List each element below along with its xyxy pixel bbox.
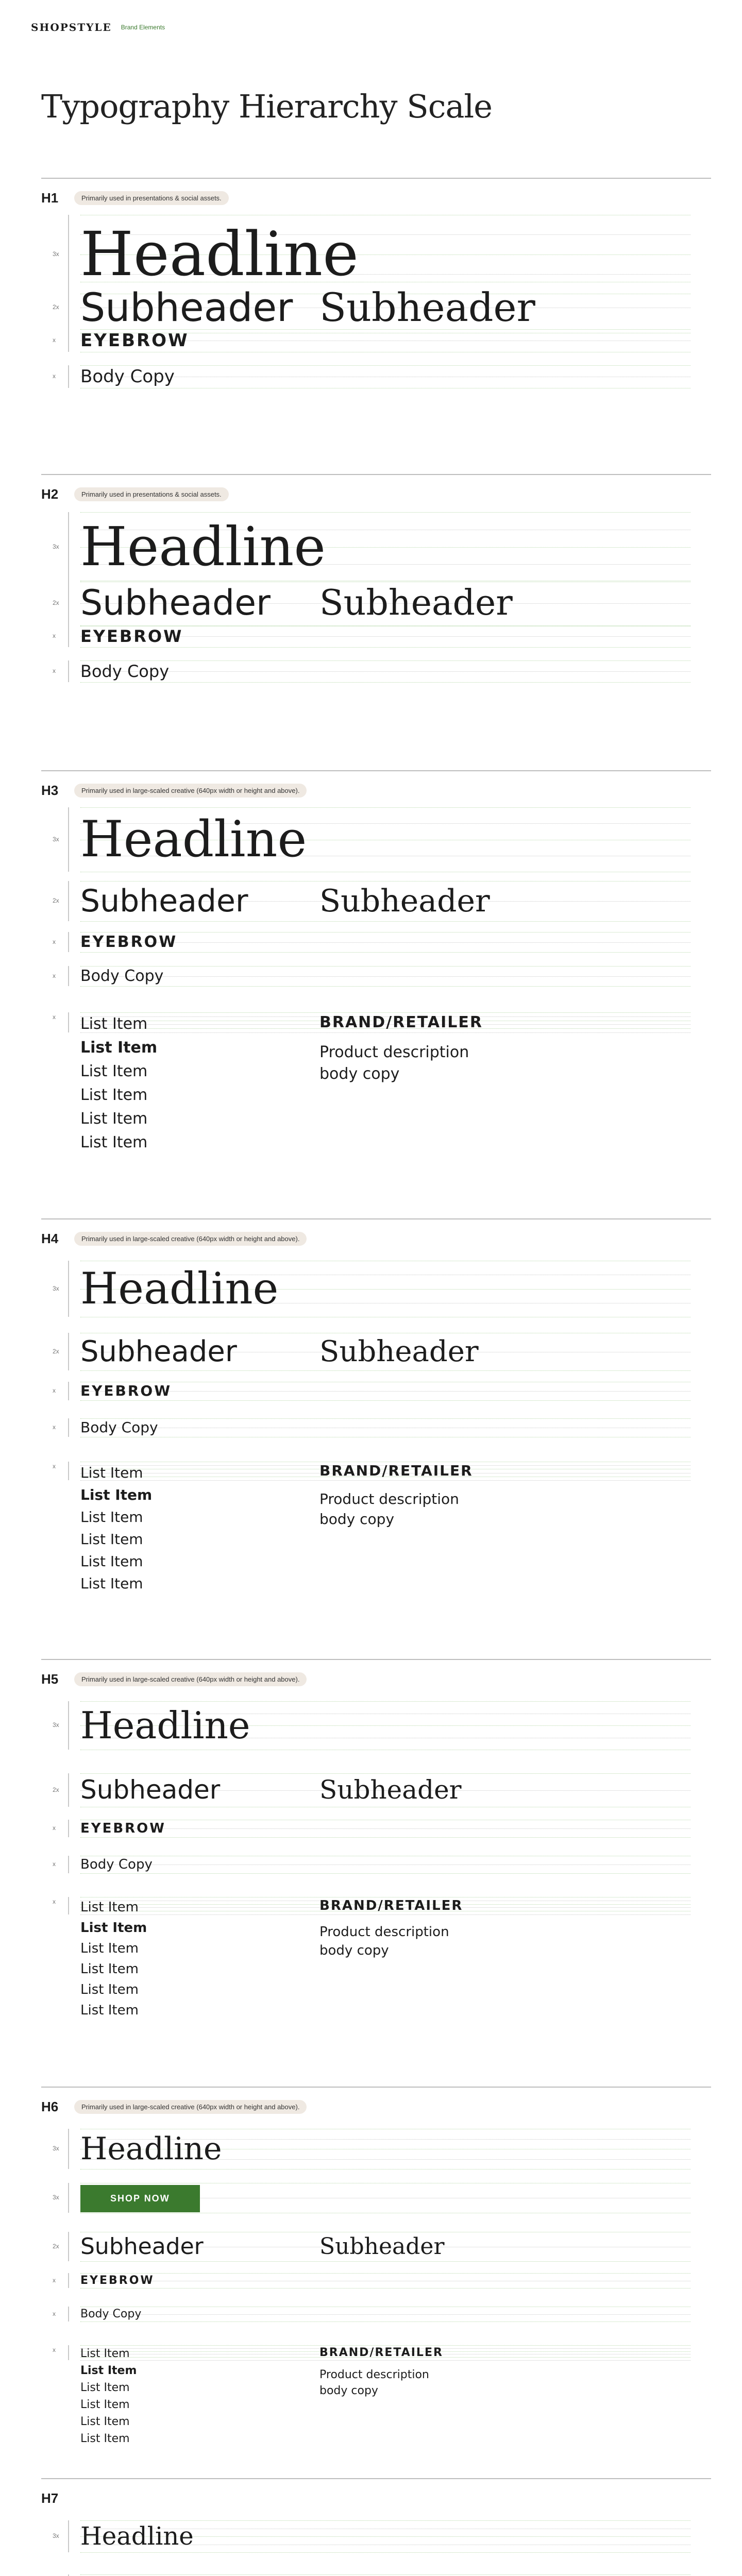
list-item: List Item bbox=[80, 2003, 139, 2018]
list-items bbox=[80, 1462, 152, 1595]
headline-sample: Headline bbox=[80, 810, 307, 868]
row-list bbox=[41, 1012, 690, 1154]
list-item: List Item bbox=[80, 1464, 143, 1481]
list-item: List Item bbox=[80, 1575, 143, 1592]
product-card-sample bbox=[319, 1462, 473, 1529]
guide-line bbox=[80, 647, 690, 648]
row-eyebrow bbox=[41, 932, 690, 952]
section-header bbox=[41, 1671, 307, 1687]
list-item: List Item bbox=[80, 2347, 130, 2360]
list-item: List Item bbox=[80, 1486, 153, 1503]
size-multiplier: x bbox=[53, 1898, 56, 1905]
row-subheader bbox=[41, 581, 690, 626]
body-copy-sample: Body Copy bbox=[80, 2308, 142, 2320]
subheader-sans-sample: Subheader bbox=[80, 1335, 237, 1368]
section-6 bbox=[41, 2087, 711, 2479]
size-multiplier: x bbox=[53, 2310, 56, 2317]
row-marker bbox=[68, 1856, 69, 1873]
usage-note-badge: Primarily used in large-scaled creative (640px width or height and above). bbox=[74, 1232, 307, 1246]
page-title: Typography Hierarchy Scale bbox=[41, 88, 492, 125]
body-copy-sample: Body Copy bbox=[80, 1419, 158, 1436]
row-subheader bbox=[41, 282, 690, 333]
row-marker bbox=[68, 2129, 69, 2169]
row-marker bbox=[68, 1462, 69, 1480]
row-marker bbox=[68, 282, 69, 333]
subheader-serif-sample: Subheader bbox=[319, 583, 513, 623]
list-item: List Item bbox=[80, 1015, 148, 1033]
headline-sample: Headline bbox=[80, 218, 359, 290]
size-multiplier: x bbox=[53, 1860, 56, 1868]
size-multiplier: x bbox=[53, 2346, 56, 2353]
headline-sample: Headline bbox=[80, 1704, 250, 1747]
list-item: List Item bbox=[80, 1133, 148, 1151]
headline-sample: Headline bbox=[80, 1263, 279, 1314]
row-marker bbox=[68, 581, 69, 626]
row-subheader bbox=[41, 1773, 690, 1807]
list-item: List Item bbox=[80, 2432, 130, 2445]
section-label: H6 bbox=[41, 2099, 59, 2114]
row-marker bbox=[68, 2307, 69, 2321]
size-multiplier: 2x bbox=[53, 1348, 59, 1355]
size-multiplier: x bbox=[53, 1463, 56, 1470]
eyebrow-sample: EYEBROW bbox=[80, 933, 178, 951]
guide-line bbox=[80, 976, 690, 977]
eyebrow-sample: EYEBROW bbox=[80, 330, 189, 351]
subheader-sans-sample: Subheader bbox=[80, 1775, 221, 1805]
baseline-guides bbox=[80, 2273, 690, 2288]
section-5 bbox=[41, 1659, 711, 2088]
row-marker bbox=[68, 1773, 69, 1807]
guide-line bbox=[80, 986, 690, 987]
section-label: H5 bbox=[41, 1671, 59, 1687]
size-multiplier: x bbox=[53, 632, 56, 639]
guide-line bbox=[80, 952, 690, 953]
eyebrow-sample: EYEBROW bbox=[80, 626, 183, 646]
list-item: List Item bbox=[80, 2398, 130, 2411]
row-body bbox=[41, 2307, 690, 2321]
guide-line bbox=[80, 921, 690, 922]
list-item: List Item bbox=[80, 1062, 148, 1080]
product-description: Product description body copy bbox=[319, 2368, 429, 2397]
size-multiplier: 3x bbox=[53, 2194, 59, 2201]
guide-line bbox=[80, 966, 690, 967]
guide-line bbox=[80, 1370, 690, 1371]
guide-line bbox=[80, 1400, 690, 1401]
headline-sample: Headline bbox=[80, 2522, 194, 2551]
size-multiplier: x bbox=[53, 2277, 56, 2284]
product-card-sample bbox=[319, 2345, 443, 2399]
list-item: List Item bbox=[80, 1509, 143, 1526]
guide-line bbox=[80, 2552, 690, 2553]
section-header bbox=[41, 783, 307, 799]
size-multiplier: 3x bbox=[53, 2532, 59, 2539]
guide-line bbox=[80, 1828, 690, 1829]
row-marker bbox=[68, 660, 69, 682]
baseline-guides bbox=[80, 1382, 690, 1400]
guide-line bbox=[80, 1837, 690, 1838]
list-item: List Item bbox=[80, 1553, 143, 1570]
subheader-sans-sample: Subheader bbox=[80, 583, 271, 623]
row-marker bbox=[68, 2345, 69, 2360]
size-multiplier: x bbox=[53, 336, 56, 344]
eyebrow-sample: EYEBROW bbox=[80, 1821, 166, 1836]
row-headline bbox=[41, 1701, 690, 1750]
list-items bbox=[80, 2345, 137, 2447]
body-copy-sample: Body Copy bbox=[80, 1857, 153, 1872]
row-marker bbox=[68, 1701, 69, 1750]
guide-line bbox=[80, 1873, 690, 1874]
row-marker bbox=[68, 365, 69, 388]
subheader-sans-sample: Subheader bbox=[80, 883, 248, 919]
section-label: H4 bbox=[41, 1231, 59, 1246]
guide-line bbox=[80, 660, 690, 661]
row-body bbox=[41, 1856, 690, 1873]
section-3 bbox=[41, 770, 711, 1219]
list-item: List Item bbox=[80, 1086, 148, 1104]
list-item: List Item bbox=[80, 1941, 139, 1956]
size-multiplier: 3x bbox=[53, 1285, 59, 1292]
row-marker bbox=[68, 625, 69, 647]
brand-retailer-label: BRAND/RETAILER bbox=[319, 1898, 463, 1913]
subheader-serif-sample: Subheader bbox=[319, 284, 535, 330]
size-multiplier: 3x bbox=[53, 250, 59, 258]
section-7 bbox=[41, 2478, 711, 2576]
list-item: List Item bbox=[80, 1531, 143, 1548]
size-multiplier: 2x bbox=[53, 2243, 59, 2250]
guide-line bbox=[80, 671, 690, 672]
subheader-sans-sample: Subheader bbox=[80, 2233, 204, 2260]
list-item: List Item bbox=[80, 2381, 130, 2394]
section-label: H7 bbox=[41, 2490, 59, 2506]
subheader-serif-sample: Subheader bbox=[319, 2233, 445, 2260]
eyebrow-sample: EYEBROW bbox=[80, 1382, 172, 1399]
brand-retailer-label: BRAND/RETAILER bbox=[319, 1013, 483, 1031]
row-marker bbox=[68, 1382, 69, 1400]
guide-line bbox=[80, 1418, 690, 1419]
section-header bbox=[41, 2490, 67, 2506]
row-marker bbox=[68, 1418, 69, 1437]
list-items bbox=[80, 1897, 147, 2021]
guide-line bbox=[80, 2273, 690, 2274]
row-headline bbox=[41, 2520, 690, 2552]
row-headline bbox=[41, 2129, 690, 2169]
guide-line bbox=[80, 2314, 690, 2315]
section-label: H2 bbox=[41, 486, 59, 502]
guide-line bbox=[80, 2321, 690, 2322]
product-description: Product description body copy bbox=[319, 1924, 449, 1958]
row-marker bbox=[68, 1261, 69, 1317]
row-eyebrow bbox=[41, 2273, 690, 2288]
guide-line bbox=[80, 1391, 690, 1392]
row-marker bbox=[68, 932, 69, 952]
row-marker bbox=[68, 512, 69, 582]
body-copy-sample: Body Copy bbox=[80, 366, 175, 387]
row-body bbox=[41, 660, 690, 682]
section-2 bbox=[41, 474, 711, 771]
row-marker bbox=[68, 1897, 69, 1914]
row-subheader bbox=[41, 881, 690, 921]
baseline-guides bbox=[80, 2307, 690, 2321]
list-item: List Item bbox=[80, 1039, 158, 1057]
brand-retailer-label: BRAND/RETAILER bbox=[319, 1462, 473, 1479]
usage-note-badge: Primarily used in large-scaled creative (640px width or height and above). bbox=[74, 2100, 307, 2114]
section-4 bbox=[41, 1218, 711, 1660]
list-item: List Item bbox=[80, 1920, 147, 1936]
list-item: List Item bbox=[80, 1900, 139, 1915]
row-marker bbox=[68, 329, 69, 352]
row-cta bbox=[41, 2183, 690, 2213]
guide-line bbox=[80, 2169, 690, 2170]
section-1 bbox=[41, 178, 711, 475]
size-multiplier: x bbox=[53, 1824, 56, 1832]
row-marker bbox=[68, 2232, 69, 2261]
section-header bbox=[41, 2099, 307, 2115]
row-body bbox=[41, 365, 690, 388]
row-marker bbox=[68, 2273, 69, 2288]
section-label: H3 bbox=[41, 783, 59, 798]
size-multiplier: 3x bbox=[53, 836, 59, 843]
row-marker bbox=[68, 2183, 69, 2213]
size-multiplier: 2x bbox=[53, 897, 59, 904]
section-label: H1 bbox=[41, 190, 59, 206]
eyebrow-sample: EYEBROW bbox=[80, 2274, 155, 2287]
row-marker bbox=[68, 1012, 69, 1032]
brand-elements-label: Brand Elements bbox=[121, 24, 165, 31]
usage-note-badge: Primarily used in large-scaled creative (640px width or height and above). bbox=[74, 784, 307, 798]
product-description: Product description body copy bbox=[319, 1043, 469, 1083]
baseline-guides bbox=[80, 660, 690, 682]
subheader-serif-sample: Subheader bbox=[319, 1775, 462, 1805]
product-description: Product description body copy bbox=[319, 1490, 459, 1528]
size-multiplier: x bbox=[53, 667, 56, 674]
headline-sample: Headline bbox=[80, 2131, 222, 2167]
row-subheader bbox=[41, 1333, 690, 1370]
row-list bbox=[41, 1462, 690, 1593]
brand-retailer-label: BRAND/RETAILER bbox=[319, 2346, 443, 2359]
body-copy-sample: Body Copy bbox=[80, 967, 164, 985]
size-multiplier: x bbox=[53, 1423, 56, 1431]
row-headline bbox=[41, 1261, 690, 1317]
row-marker bbox=[68, 1333, 69, 1370]
row-eyebrow bbox=[41, 1382, 690, 1400]
row-marker bbox=[68, 807, 69, 872]
size-multiplier: x bbox=[53, 1013, 56, 1021]
size-multiplier: 2x bbox=[53, 303, 59, 311]
guide-line bbox=[80, 2288, 690, 2289]
top-bar bbox=[31, 20, 165, 35]
list-item: List Item bbox=[80, 1110, 148, 1128]
guide-line bbox=[80, 2261, 690, 2262]
list-item: List Item bbox=[80, 1982, 139, 1997]
list-item: List Item bbox=[80, 2364, 137, 2377]
size-multiplier: x bbox=[53, 938, 56, 945]
row-marker bbox=[68, 966, 69, 986]
baseline-guides bbox=[80, 1820, 690, 1837]
row-subheader bbox=[41, 2232, 690, 2261]
section-header bbox=[41, 190, 229, 206]
subheader-sans-sample: Subheader bbox=[80, 284, 293, 330]
size-multiplier: 3x bbox=[53, 543, 59, 550]
section-header bbox=[41, 1231, 307, 1247]
brand-logo[interactable]: SHOPSTYLE bbox=[31, 21, 112, 33]
headline-sample: Headline bbox=[80, 515, 326, 578]
row-eyebrow bbox=[41, 625, 690, 647]
row-headline bbox=[41, 807, 690, 872]
row-eyebrow bbox=[41, 329, 690, 352]
guide-line bbox=[80, 682, 690, 683]
row-marker bbox=[68, 2520, 69, 2552]
subheader-serif-sample: Subheader bbox=[319, 883, 490, 919]
cta-cell bbox=[80, 2185, 200, 2212]
size-multiplier: 3x bbox=[53, 2145, 59, 2152]
size-multiplier: x bbox=[53, 372, 56, 380]
subheader-serif-sample: Subheader bbox=[319, 1335, 479, 1368]
section-header bbox=[41, 486, 229, 502]
usage-note-badge: Primarily used in presentations & social assets. bbox=[74, 191, 229, 205]
list-item: List Item bbox=[80, 1961, 139, 1977]
row-list bbox=[41, 2345, 690, 2449]
row-headline bbox=[41, 512, 690, 582]
usage-note-badge: Primarily used in large-scaled creative (640px width or height and above). bbox=[74, 1672, 307, 1686]
shop-now-button[interactable]: SHOP NOW bbox=[80, 2185, 200, 2212]
row-marker bbox=[68, 1820, 69, 1837]
list-items bbox=[80, 1012, 157, 1155]
product-card-sample bbox=[319, 1012, 483, 1085]
row-eyebrow bbox=[41, 1820, 690, 1837]
usage-note-badge: Primarily used in presentations & social assets. bbox=[74, 487, 229, 501]
body-copy-sample: Body Copy bbox=[80, 662, 170, 681]
size-multiplier: x bbox=[53, 972, 56, 979]
row-body bbox=[41, 966, 690, 986]
product-card-sample bbox=[319, 1897, 463, 1960]
baseline-guides bbox=[80, 1856, 690, 1873]
size-multiplier: x bbox=[53, 1387, 56, 1394]
baseline-guides bbox=[80, 1418, 690, 1437]
size-multiplier: 2x bbox=[53, 1786, 59, 1793]
row-body bbox=[41, 1418, 690, 1437]
list-item: List Item bbox=[80, 2415, 130, 2428]
size-multiplier: 3x bbox=[53, 1721, 59, 1728]
row-marker bbox=[68, 881, 69, 921]
size-multiplier: 2x bbox=[53, 599, 59, 606]
baseline-guides bbox=[80, 966, 690, 986]
row-list bbox=[41, 1897, 690, 2019]
